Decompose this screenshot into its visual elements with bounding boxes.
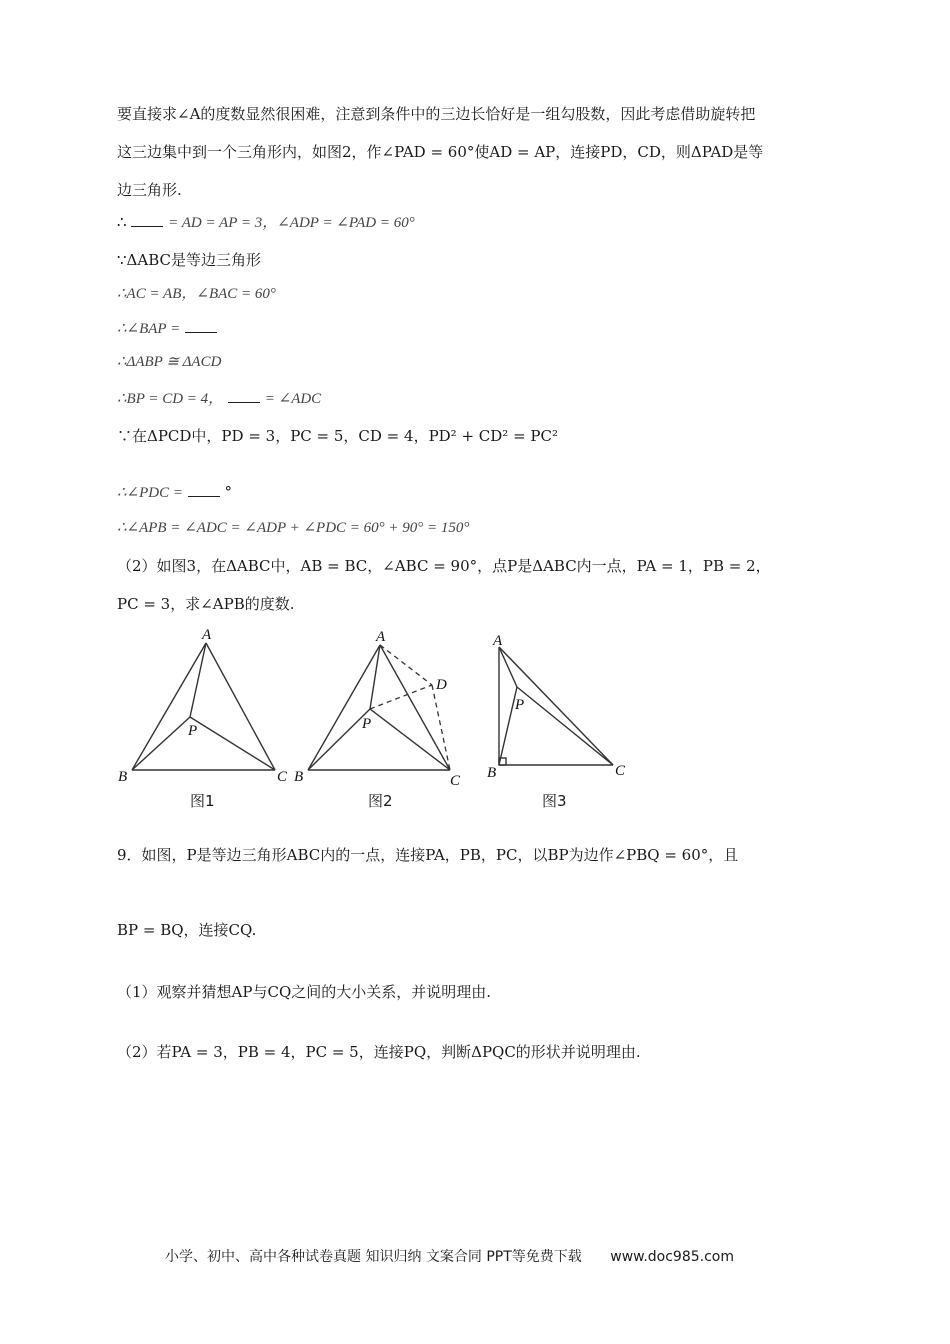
text-line-3: 边三角形. <box>117 181 182 199</box>
segment-PB <box>132 717 190 770</box>
equation: ∴∠BAP = <box>117 321 181 337</box>
text-line-1: 要直接求∠A的度数显然很困难，注意到条件中的三边长恰好是一组勾股数，因此考虑借助旋转把 <box>117 105 756 123</box>
segment-PC <box>517 687 613 765</box>
text-line-2: 这三边集中到一个三角形内，如图2，作∠PAD = 60°使AD = AP，连接PD，CD，则ΔPAD是等 <box>117 143 764 161</box>
text-line-12: ∴∠APB = ∠ADC = ∠ADP + ∠PDC = 60° + 90° = 150° <box>117 520 470 536</box>
text-line-11 <box>117 482 232 503</box>
side-AB <box>132 643 206 770</box>
segment-PA <box>499 647 517 687</box>
text-line-13: （2）如图3，在ΔABC中，AB = BC，∠ABC = 90°，点P是ΔABC内一点，PA = 1，PB = 2， <box>117 557 771 575</box>
label-B: B <box>118 769 128 785</box>
question-9-part-2: （2）若PA = 3，PB = 4，PC = 5，连接PQ，判断ΔPQC的形状并说明理由. <box>117 1043 641 1061</box>
text-line-6: ∴AC = AB，∠BAC = 60° <box>117 286 276 302</box>
label-C: C <box>277 769 288 785</box>
label-B: B <box>487 765 497 781</box>
label-P: P <box>188 723 198 739</box>
degree-sign: ° <box>224 483 233 501</box>
text-line-14: PC = 3，求∠APB的度数. <box>117 595 295 613</box>
text-line-9 <box>117 388 321 409</box>
segment-PA <box>190 643 206 717</box>
question-9-part-1: （1）观察并猜想AP与CQ之间的大小关系，并说明理由. <box>117 983 492 1001</box>
figure-1 <box>110 625 300 790</box>
equation: = ∠ADC <box>264 391 322 407</box>
side-AC <box>206 643 275 770</box>
answer-blank-3 <box>228 388 260 403</box>
text-line-8: ∴ΔABP ≅ ΔACD <box>117 354 222 370</box>
label-P: P <box>515 697 525 713</box>
therefore-symbol: ∴ <box>117 213 127 231</box>
answer-blank-2 <box>185 318 217 333</box>
text-line-4 <box>117 212 415 233</box>
text-line-5: ∵ΔABC是等边三角形 <box>117 251 261 269</box>
text-line-10: ∵在ΔPCD中，PD = 3，PC = 5，CD = 4，PD² + CD² = PC² <box>117 427 559 445</box>
equation: ∴∠PDC = <box>117 485 183 501</box>
label-P: P <box>362 716 372 732</box>
side-AB <box>308 645 380 770</box>
footer <box>165 1246 734 1266</box>
figure-3 <box>485 625 635 790</box>
answer-blank-4 <box>188 482 220 497</box>
answer-blank-1 <box>131 212 163 227</box>
equation: ∴BP = CD = 4， <box>117 391 224 407</box>
segment-PC <box>190 717 275 770</box>
figure-3-caption: 图3 <box>542 792 567 810</box>
figure-2 <box>290 625 480 790</box>
label-A: A <box>202 627 212 643</box>
label-B: B <box>294 769 304 785</box>
segment-PD <box>370 685 432 709</box>
figure-2-caption: 图2 <box>368 792 393 810</box>
footer-text: 小学、初中、高中各种试卷真题 知识归纳 文案合同 PPT等免费下载 <box>165 1249 582 1265</box>
text-line-7 <box>117 318 217 339</box>
segment-PC <box>370 709 450 770</box>
segment-CD <box>432 685 450 770</box>
segment-AD <box>380 645 432 685</box>
figure-1-caption: 图1 <box>190 792 215 810</box>
label-D: D <box>436 677 447 693</box>
question-9-stem-cont: BP = BQ，连接CQ. <box>117 921 257 939</box>
segment-PB <box>308 709 370 770</box>
label-C: C <box>615 763 626 779</box>
label-A: A <box>493 633 503 649</box>
equation: = AD = AP = 3，∠ADP = ∠PAD = 60° <box>168 215 415 231</box>
question-9-stem: 9．如图，P是等边三角形ABC内的一点，连接PA，PB，PC，以BP为边作∠PBQ = 60°，且 <box>117 846 739 864</box>
side-AC <box>380 645 450 770</box>
footer-url[interactable]: www.doc985.com <box>610 1249 734 1265</box>
label-A: A <box>376 629 386 645</box>
label-C: C <box>450 773 461 789</box>
